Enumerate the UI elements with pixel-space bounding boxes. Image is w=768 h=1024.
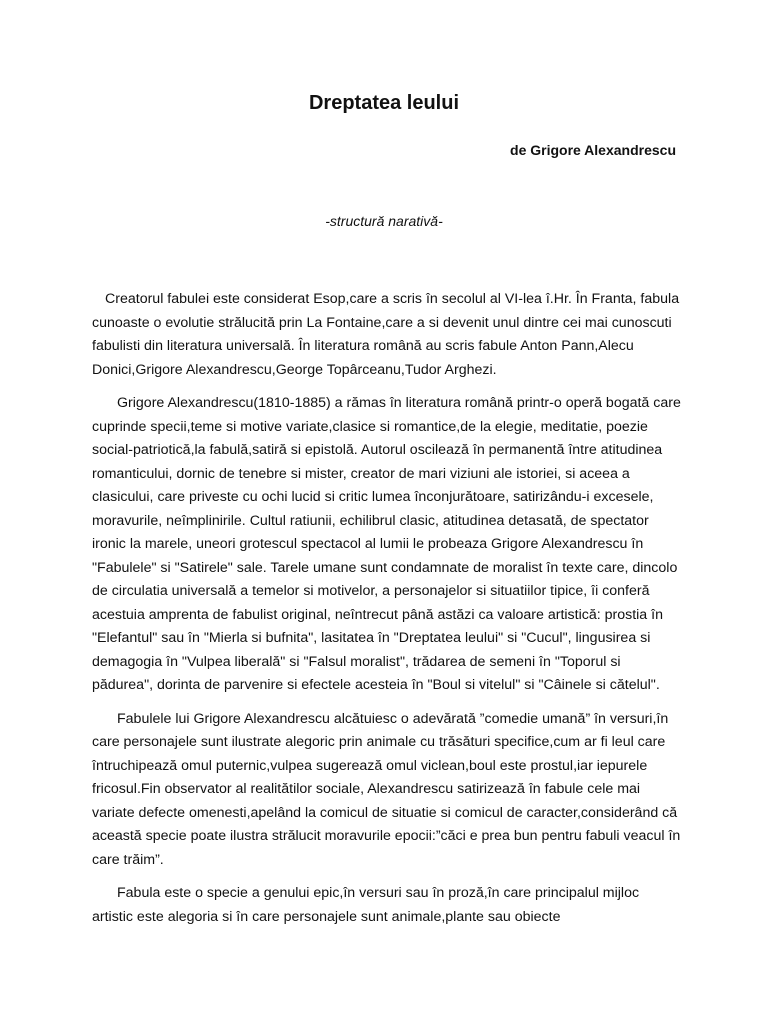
- document-subtitle: -structură narativă-: [325, 213, 443, 229]
- document-title: Dreptatea leului: [308, 92, 460, 114]
- paragraph-1: Creatorul fabulei este considerat Esop,care a scris în secolul al VI-lea î.Hr. În Franta, fabula cunoaste o evolutie strălucită prin La Fontaine,care a si devenit unul dintre cei mai cunoscuti fabulisti din literatura universală. În literatura română au scris fabule Anton Pann,Alecu Donici,Grigore Alexandrescu,George Topârceanu,Tudor Arghezi.: [92, 291, 680, 378]
- document-author: de Grigore Alexandrescu: [510, 142, 676, 158]
- paragraph-3: Fabulele lui Grigore Alexandrescu alcătuiesc o adevărată ”comedie umană” în versuri,în care personajele sunt ilustrate alegoric prin animale cu trăsături specifice,cum ar fi leul care întruchipează omul puternic,vulpea sugerează omul viclean,boul este prostul,iar iepurele fricosul.Fin observator al realitătilor sociale, Alexandrescu satirizează în fabule cele mai variate defecte omenesti,apelând la comicul de situatie si comicul de caracter,considerând că această specie poate ilustra strălucit moravurile epocii:”căci e prea bun pentru fabuli veacul în care trăim”.: [92, 710, 681, 868]
- document-body: [92, 288, 682, 939]
- paragraph-4: Fabula este o specie a genului epic,în versuri sau în proză,în care principalul mijloc artistic este alegoria si în care personajele sunt animale,plante sau obiecte: [92, 885, 640, 925]
- paragraph-2: Grigore Alexandrescu(1810-1885) a rămas în literatura română printr-o operă bogată care cuprinde specii,teme si motive variate,clasice si romantice,de la elegie, meditatie, poezie social-patriotică,la fabulă,satiră si epistolă. Autorul oscilează în permanentă între atitudinea romanticului, dornic de tenebre si mister, creator de mari viziuni ale istoriei, si aceea a clasicului, care priveste cu ochi lucid si critic lumea înconjurătoare, satirizându-i excesele, moravurile, neîmplinirile. Cultul ratiunii, echilibrul clasic, atitudinea detasată, de spectator ironic la marele, uneori grotescul spectacol al lumii le probeaza Grigore Alexandrescu în "Fabulele" si "Satirele" sale. Tarele umane sunt condamnate de moralist în texte care, dincolo de circulatia universală a temelor si motivelor, a personajelor si situatiilor tipice, îi conferă acestuia amprenta de fabulist original, neîntrecut până astăzi ca valoare artistică: prostia în "Elefantul" sau în "Mierla si bufnita", lasitatea în "Dreptatea leului" si "Cucul", lingusirea si demagogia în "Vulpea liberală" si "Falsul moralist", trădarea de semeni în "Toporul si pădurea", dorinta de parvenire si efectele acesteia în "Boul si vitelul" si "Câinele si cătelul".: [92, 395, 681, 693]
